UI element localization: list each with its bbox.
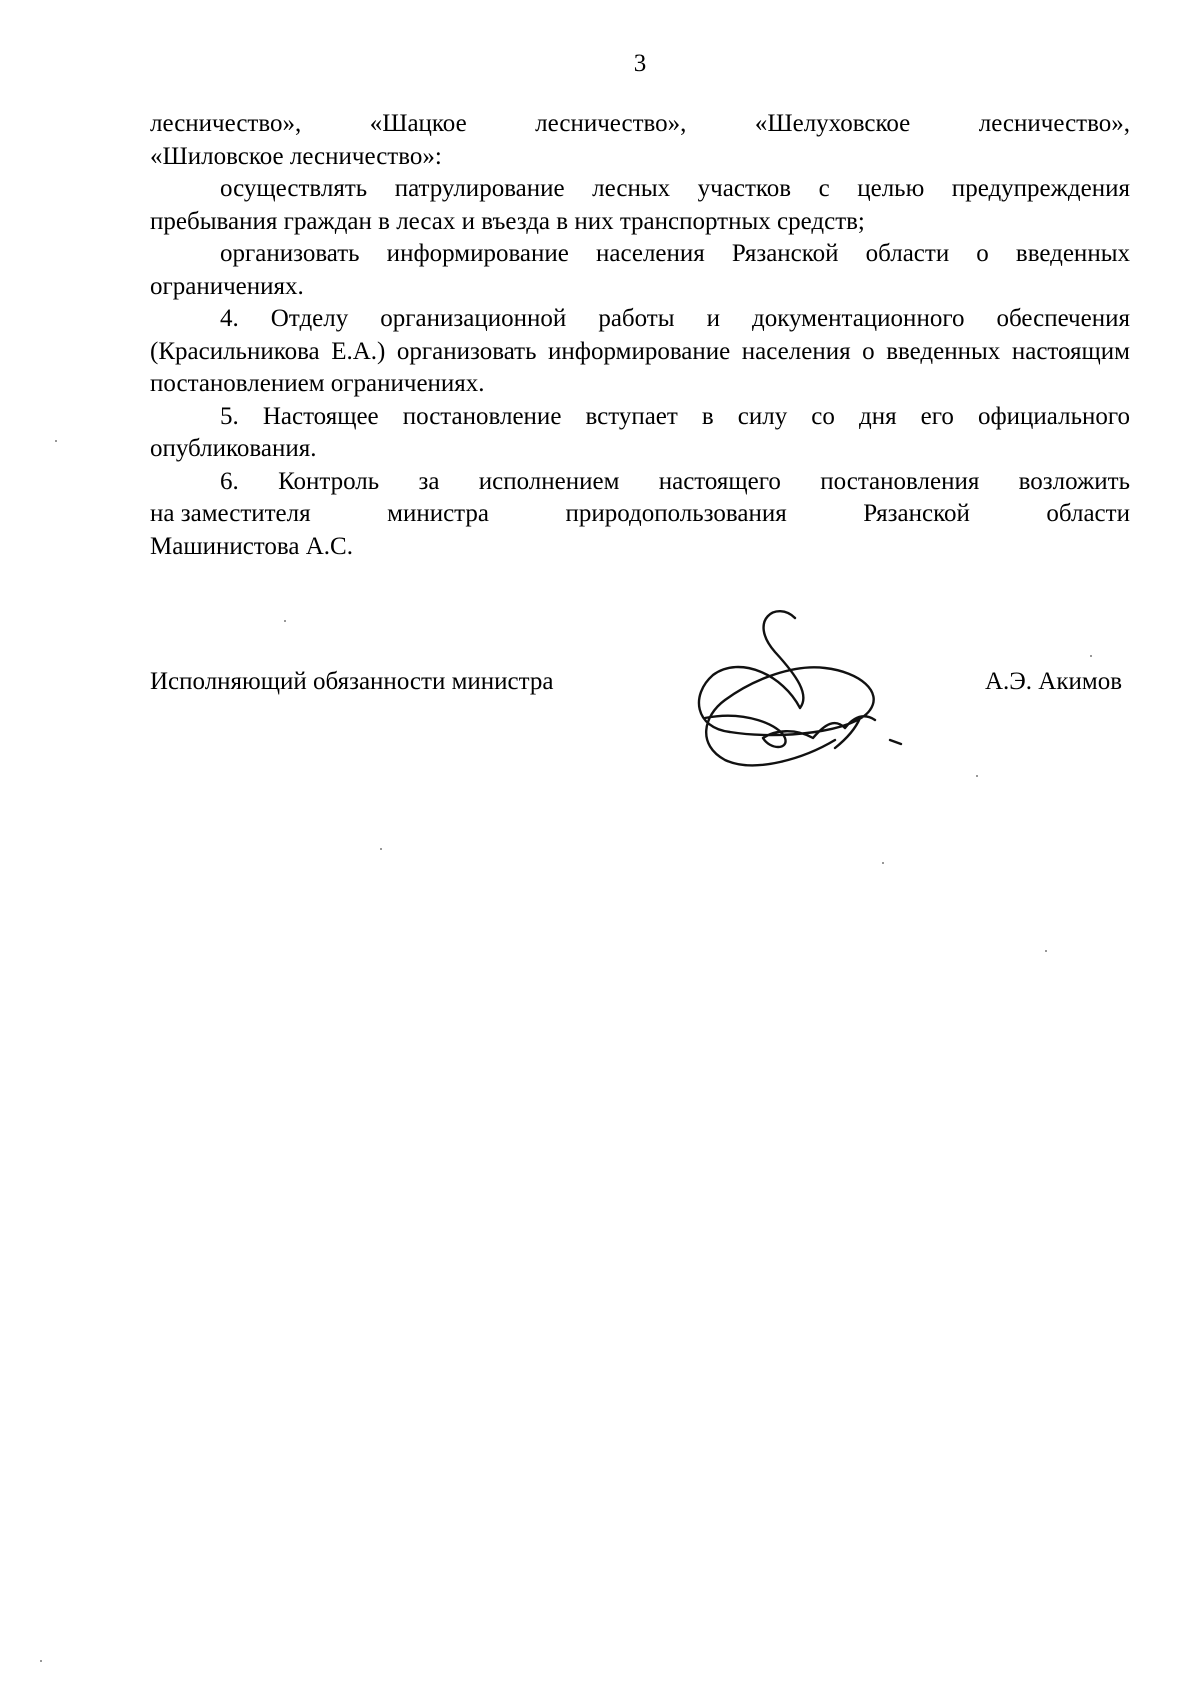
scan-speck xyxy=(882,862,884,864)
paragraph-6-word: природопользования xyxy=(565,500,787,527)
continuation-line xyxy=(150,108,1130,141)
paragraph-6-last-line: Машинистова А.С. xyxy=(150,532,353,560)
paragraph-6-second-line xyxy=(150,498,1130,531)
signature-block xyxy=(150,668,1130,708)
continuation-word: «Шелуховское xyxy=(754,110,911,137)
paragraph-6-word: на заместителя xyxy=(150,500,311,527)
scan-speck xyxy=(380,848,382,850)
scan-speck xyxy=(284,620,286,622)
paragraph-patrol: осуществлять патрулирование лесных участков с целью предупреждения пребывания граждан в лесах и въезда в них транспортных средств; xyxy=(150,175,1130,235)
paragraph-6-word: министра xyxy=(387,500,490,527)
scan-speck xyxy=(40,1660,42,1662)
paragraph-5: 5. Настоящее постановление вступает в силу со дня его официального опубликования. xyxy=(150,402,1130,462)
paragraph-6-word: области xyxy=(1046,500,1130,527)
continuation-word: лесничество», xyxy=(535,110,687,137)
scan-speck xyxy=(1045,950,1047,952)
signatory-name: А.Э. Акимов xyxy=(984,668,1122,695)
signatory-position: Исполняющий обязанности министра xyxy=(150,668,554,695)
handwritten-signature xyxy=(685,600,945,770)
paragraph-6-word: Рязанской xyxy=(863,500,970,527)
continuation-end-line: «Шиловское лесничество»: xyxy=(150,142,442,170)
scan-speck xyxy=(55,440,57,442)
page-number: 3 xyxy=(633,50,647,77)
document-body xyxy=(150,108,1130,563)
scan-speck xyxy=(976,775,978,777)
paragraph-4: 4. Отделу организационной работы и документационного обеспечения (Красильникова Е.А.) организовать информирование населения о введенных настоящим постановлением ограничениях. xyxy=(150,305,1130,397)
continuation-word: «Шацкое xyxy=(369,110,467,137)
paragraph-inform: организовать информирование населения Рязанской области о введенных ограничениях. xyxy=(150,240,1130,300)
continuation-word: лесничество», xyxy=(150,110,302,137)
paragraph-6-first-line: 6. Контроль за исполнением настоящего постановления возложить xyxy=(220,467,1130,495)
continuation-word: лесничество», xyxy=(978,110,1130,137)
scan-speck xyxy=(1090,655,1092,657)
